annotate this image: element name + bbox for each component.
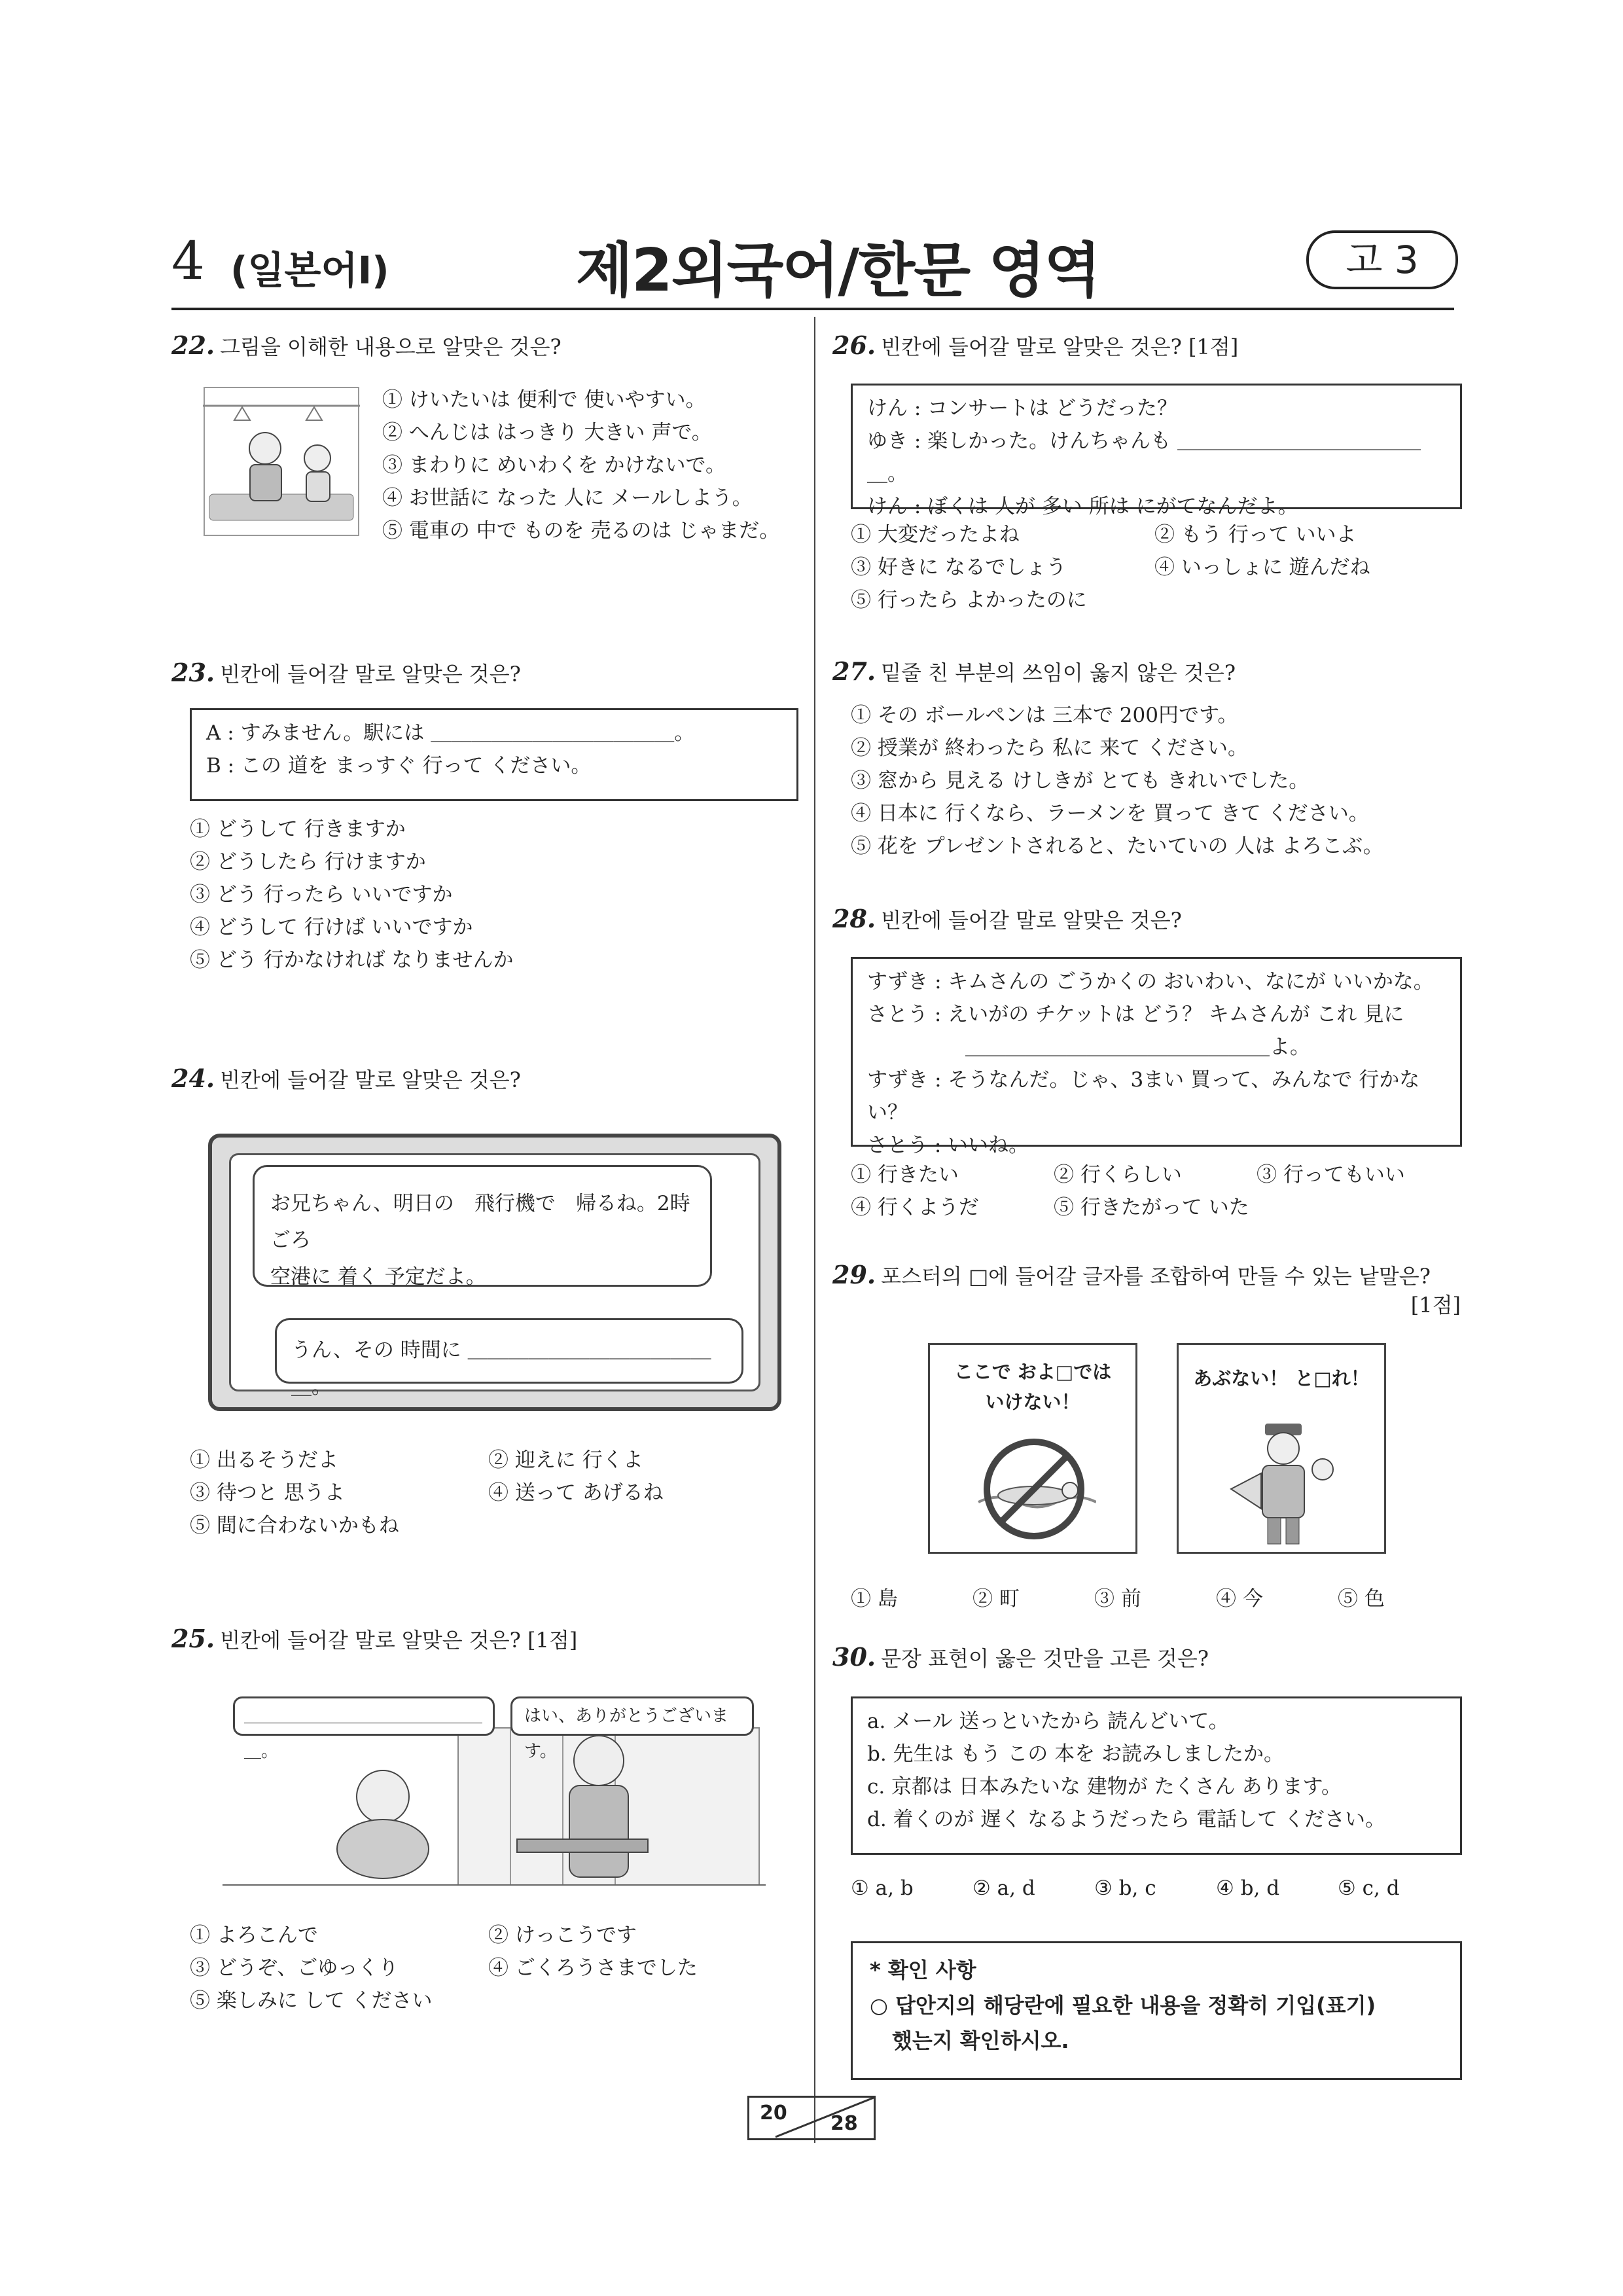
q30-option-5[interactable]: ⑤ c, d	[1338, 1876, 1400, 1900]
q26-number: 26.	[832, 331, 876, 360]
q30-number: 30.	[832, 1642, 876, 1672]
q22-number: 22.	[171, 331, 215, 360]
q25-option-3[interactable]: ③ どうぞ、ごゆっくり	[190, 1956, 399, 1980]
header-rule	[171, 308, 1454, 310]
q28-line-4: すずき : そうなんだ。じゃ、3まい 買って、みんなで 行かない？	[867, 1068, 1420, 1124]
q22-options	[382, 384, 779, 547]
q30-item-b: b. 先生は もう この 本を お読みしましたか。	[867, 1742, 1284, 1766]
q29-poster-2	[1177, 1343, 1386, 1554]
q25-stem	[171, 1624, 577, 1655]
q29-poster1-line2: いけない！	[985, 1391, 1080, 1413]
q26-option-4[interactable]: ④ いっしょに 遊んだね	[1154, 556, 1370, 579]
q29-option-1[interactable]: ① 島	[851, 1587, 898, 1611]
q24-stem	[171, 1064, 521, 1094]
q26-line-2: ゆき : 楽しかった。けんちゃんも ＿＿＿＿＿＿＿＿＿＿＿＿＿。	[867, 429, 1421, 486]
check-notice-box	[851, 1941, 1462, 2080]
q26-option-1[interactable]: ① 大変だったよね	[851, 523, 1020, 547]
total-pages: 28	[830, 2112, 858, 2135]
q28-line-1: すずき : キムさんの ごうかくの おいわい、なにが いいかな。	[867, 970, 1434, 994]
q23-line-b: B : この 道を まっすぐ 行って ください。	[206, 754, 592, 778]
q24-message-1	[253, 1165, 712, 1287]
q29-option-4[interactable]: ④ 今	[1216, 1587, 1263, 1611]
subject-label: (일본어Ⅰ)	[230, 248, 389, 293]
q22-option-2[interactable]: ② へんじは はっきり 大きい 声で。	[382, 421, 712, 444]
q26-text: 빈칸에 들어갈 말로 알맞은 것은? [1점]	[881, 334, 1239, 359]
q25-option-1[interactable]: ① よろこんで	[190, 1924, 318, 1947]
q26-dialog-box	[851, 384, 1462, 518]
q25-bubble1-text: ＿＿＿＿＿＿＿＿＿＿＿＿＿＿＿。	[244, 1706, 483, 1761]
q29-poster2-text: あぶない！ と□れ！	[1193, 1367, 1370, 1390]
q24-option-2[interactable]: ② 迎えに 行くよ	[488, 1448, 643, 1472]
q30-item-c: c. 京都は 日本みたいな 建物が たくさん あります。	[867, 1775, 1342, 1799]
q26-stem	[832, 331, 1238, 361]
q24-option-3[interactable]: ③ 待つと 思うよ	[190, 1481, 345, 1505]
check-title: * 확인 사항	[870, 1958, 976, 1982]
q23-stem	[171, 658, 521, 689]
q30-stem	[832, 1643, 1209, 1673]
q27-stem	[832, 657, 1236, 687]
q24-text: 빈칸에 들어갈 말로 알맞은 것은?	[220, 1067, 521, 1092]
q27-option-5[interactable]: ⑤ 花を プレゼントされると、たいていの 人は よろこぶ。	[851, 834, 1383, 858]
q28-number: 28.	[832, 904, 876, 933]
q29-option-5[interactable]: ⑤ 色	[1338, 1587, 1385, 1611]
q28-stem	[832, 905, 1182, 935]
q22-stem	[171, 331, 562, 361]
q28-line-3: ＿＿＿＿＿＿＿＿＿＿＿＿＿＿＿よ。	[965, 1035, 1310, 1059]
q26-line-1: けん : コンサートは どうだった？	[867, 397, 1178, 420]
q30-option-3[interactable]: ③ b, c	[1094, 1876, 1156, 1900]
q24-option-4[interactable]: ④ 送って あげるね	[488, 1481, 664, 1505]
q29-poster-1	[928, 1343, 1137, 1554]
q28-option-3[interactable]: ③ 行ってもいい	[1257, 1163, 1405, 1187]
q22-train-illustration	[203, 386, 360, 537]
q29-option-2[interactable]: ② 町	[972, 1587, 1020, 1611]
q28-text: 빈칸에 들어갈 말로 알맞은 것은?	[881, 908, 1182, 933]
q25-option-2[interactable]: ② けっこうです	[488, 1924, 637, 1947]
q28-line-2: さとう : えいがの チケットは どう？ キムさんが これ 見に	[867, 1003, 1404, 1026]
q22-option-1[interactable]: ① けいたいは 便利で 使いやすい。	[382, 388, 706, 412]
q28-options	[851, 1158, 1459, 1224]
q23-option-3[interactable]: ③ どう 行ったら いいですか	[190, 883, 453, 906]
no-swimming-icon	[972, 1430, 1096, 1548]
q26-option-2[interactable]: ② もう 行って いいよ	[1154, 523, 1357, 547]
q29-poster1-text	[930, 1357, 1135, 1417]
q29-stem	[832, 1261, 1461, 1319]
q23-option-4[interactable]: ④ どうして 行けば いいですか	[190, 916, 473, 939]
current-page: 20	[760, 2102, 787, 2125]
police-officer-icon	[1224, 1410, 1342, 1548]
q26-option-3[interactable]: ③ 好きに なるでしょう	[851, 556, 1067, 579]
q27-text: 밑줄 친 부분의 쓰임이 옳지 않은 것은?	[881, 660, 1236, 685]
q25-text: 빈칸에 들어갈 말로 알맞은 것은? [1점]	[220, 1628, 578, 1653]
q24-options	[190, 1444, 787, 1542]
column-divider	[814, 317, 815, 2143]
check-line-1: ○ 답안지의 해당란에 필요한 내용을 정확히 기입(표기)	[870, 1993, 1376, 2018]
q26-line-3: けん : ぼくは 人が 多い 所は にがてなんだよ。	[867, 495, 1298, 518]
q27-option-4[interactable]: ④ 日本に 行くなら、ラーメンを 買って きて ください。	[851, 802, 1369, 825]
q22-option-5[interactable]: ⑤ 電車の 中で ものを 売るのは じゃまだ。	[382, 519, 780, 543]
q25-bubble-2	[510, 1696, 754, 1761]
q29-text: 포스터의 □에 들어갈 글자를 조합하여 만들 수 있는 낱말은?	[881, 1264, 1431, 1289]
q28-option-5[interactable]: ⑤ 行きたがって いた	[1054, 1196, 1249, 1219]
q25-option-5[interactable]: ⑤ 楽しみに して ください	[190, 1989, 433, 2013]
q25-bubble2-text: はい、ありがとうございます。	[524, 1706, 729, 1761]
q22-option-4[interactable]: ④ お世話に なった 人に メールしよう。	[382, 486, 753, 510]
q25-option-4[interactable]: ④ ごくろうさまでした	[488, 1956, 698, 1980]
q30-text: 문장 표현이 옳은 것만을 고른 것은?	[881, 1646, 1209, 1671]
q29-number: 29.	[832, 1260, 876, 1289]
q30-statements-box	[851, 1696, 1462, 1855]
q23-option-5[interactable]: ⑤ どう 行かなければ なりませんか	[190, 948, 514, 972]
q27-option-3[interactable]: ③ 窓から 見える けしきが とても きれいでした。	[851, 769, 1310, 793]
q24-number: 24.	[171, 1064, 215, 1093]
q23-option-2[interactable]: ② どうしたら 行けますか	[190, 850, 426, 874]
q25-number: 25.	[171, 1624, 215, 1653]
q29-poster1-line1: ここで およ□では	[954, 1361, 1112, 1383]
q23-dialog-box	[190, 708, 798, 801]
q29-options	[851, 1583, 1459, 1615]
q23-text: 빈칸에 들어갈 말로 알맞은 것은?	[220, 662, 521, 687]
q28-option-1[interactable]: ① 行きたい	[851, 1163, 959, 1187]
q30-option-1[interactable]: ① a, b	[851, 1876, 914, 1900]
q24-message-2	[275, 1318, 743, 1399]
q24-msg2-text: うん、その 時間に ＿＿＿＿＿＿＿＿＿＿＿＿＿。	[291, 1338, 711, 1399]
q30-item-a: a. メール 送っといたから 読んどいて。	[867, 1710, 1229, 1733]
q28-dialog-box	[851, 957, 1462, 1157]
q23-number: 23.	[171, 658, 215, 687]
exam-title: 제2외국어/한문 영역	[576, 236, 1100, 305]
q27-option-2[interactable]: ② 授業が 終わったら 私に 来て ください。	[851, 736, 1248, 760]
q30-item-d: d. 着くのが 遅く なるようだったら 電話して ください。	[867, 1808, 1385, 1831]
q28-option-2[interactable]: ② 行くらしい	[1054, 1163, 1182, 1187]
q22-text: 그림을 이해한 내용으로 알맞은 것은?	[220, 334, 562, 359]
q29-option-3[interactable]: ③ 前	[1094, 1587, 1141, 1611]
q26-option-5[interactable]: ⑤ 行ったら よかったのに	[851, 588, 1087, 612]
page-number: 4	[171, 230, 205, 291]
q23-options	[190, 813, 514, 977]
q27-option-1[interactable]: ① その ボールペンは 三本で 200円です。	[851, 704, 1238, 727]
q30-options	[851, 1872, 1459, 1905]
q23-option-1[interactable]: ① どうして 行きますか	[190, 817, 406, 841]
q30-option-2[interactable]: ② a, d	[972, 1876, 1035, 1900]
q24-msg1-line2: 空港に 着く 予定だよ。	[270, 1265, 486, 1289]
grade-badge: 고 3	[1306, 230, 1458, 289]
q24-option-1[interactable]: ① 出るそうだよ	[190, 1448, 338, 1472]
q22-option-3[interactable]: ③ まわりに めいわくを かけないで。	[382, 454, 726, 477]
q23-line-a: A : すみません。駅には ＿＿＿＿＿＿＿＿＿＿＿＿。	[206, 721, 695, 745]
check-line-2: 했는지 확인하시오.	[892, 2028, 1069, 2053]
q27-number: 27.	[832, 656, 876, 686]
q27-options	[851, 699, 1383, 863]
q25-options	[190, 1919, 787, 2017]
q24-option-5[interactable]: ⑤ 間に合わないかもね	[190, 1514, 399, 1537]
page-indicator	[747, 2096, 876, 2140]
q26-options	[851, 518, 1458, 617]
q25-bubble-1	[233, 1696, 495, 1761]
q28-line-5: さとう : いいね。	[867, 1134, 1029, 1157]
q29-points: [1점]	[1410, 1293, 1461, 1318]
q24-msg1-line1: お兄ちゃん、明日の 飛行機で 帰るね。2時ごろ	[270, 1192, 690, 1252]
q28-option-4[interactable]: ④ 行くようだ	[851, 1196, 979, 1219]
q30-option-4[interactable]: ④ b, d	[1216, 1876, 1280, 1900]
